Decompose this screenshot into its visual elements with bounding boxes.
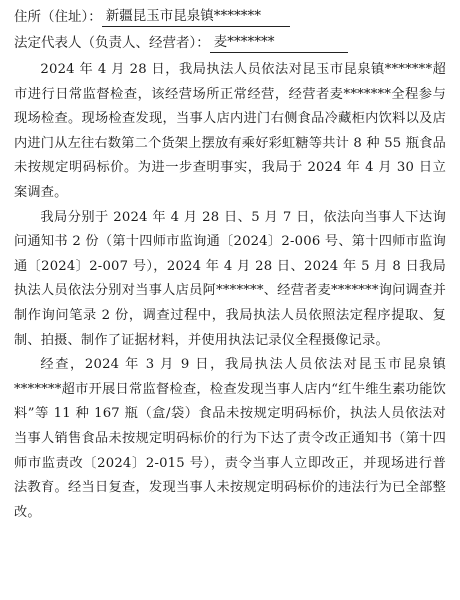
paragraph-findings: 经查，2024 年 3 月 9 日，我局执法人员依法对昆玉市昆泉镇*******超市开展日常监督检查，检查发现当事人店内“红牛维生素功能饮料”等 11 种 167 瓶（盒/袋）食品未按规定明码标价，执法人员依法对当事人销售食品未按规定明码标价的行为下达了责令改正通知书（第十四师市监责改〔2024〕2-015 号），责令当事人立即改正，并现场进行普法教育。经当日复查，发现当事人未按规定明码标价的违法行为已全部整改。	[14, 357, 446, 520]
legal-representative-value: 麦*******	[210, 32, 348, 53]
address-value: 新疆昆玉市昆泉镇*******	[102, 6, 290, 27]
address-row	[14, 6, 446, 27]
legal-representative-label: 法定代表人（负责人、经营者）：	[14, 35, 210, 51]
paragraph-inspection: 2024 年 4 月 28 日，我局执法人员依法对昆玉市昆泉镇*******超市进行日常监督检查，该经营场所正常经营，经营者麦*******全程参与现场检查。现场检查发现，当事人店内进门右侧食品冷藏柜内饮料以及店内进门从左往右数第二个货架上摆放有乘好彩虹糖等共计 8 种 55 瓶食品未按规定明码标价。为进一步查明事实，我局于 2024 年 4 月 30 日立案调查。	[14, 62, 446, 200]
legal-representative-row	[14, 32, 446, 53]
paragraph-investigation: 我局分别于 2024 年 4 月 28 日、5 月 7 日，依法向当事人下达询问通知书 2 份（第十四师市监询通〔2024〕2-006 号、第十四师市监询通〔2024〕2-007 号），2024 年 4 月 28 日、2024 年 5 月 8 日我局执法人员依法分别对当事人店员阿*******、经营者麦*******询问调查并制作询问笔录 2 份，调查过程中，我局执法人员依照法定程序提取、复制、拍摄、制作了证据材料，并使用执法记录仪全程摄像记录。	[14, 209, 446, 348]
address-label: 住所（住址）：	[14, 9, 102, 25]
